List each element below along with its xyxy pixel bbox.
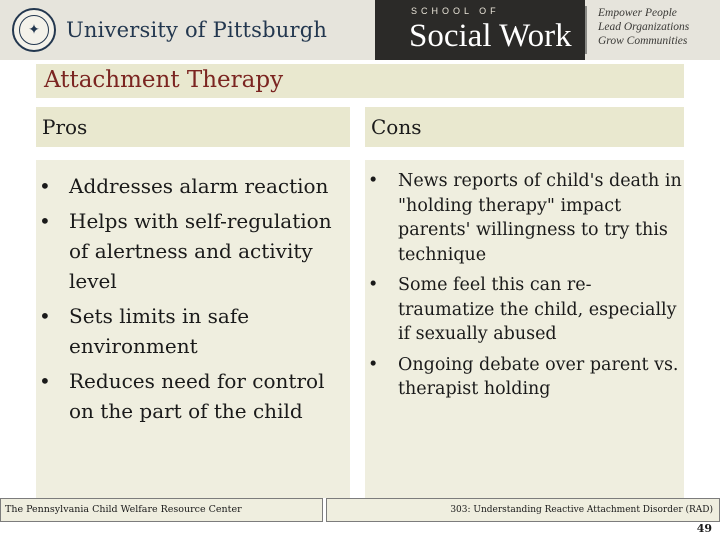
slide-title-bar xyxy=(36,64,684,98)
tagline xyxy=(598,6,718,48)
pros-list-item: • Helps with self-regulation of alertness and activity level xyxy=(36,206,350,296)
pros-panel xyxy=(36,160,350,498)
pros-list-item: • Reduces need for control on the part of the child xyxy=(36,366,350,426)
footer-course-box xyxy=(326,498,720,522)
university-logo xyxy=(0,0,375,60)
cons-heading: Cons xyxy=(371,115,422,139)
tagline-line: Grow Communities xyxy=(598,35,688,47)
slide-title: Attachment Therapy xyxy=(44,67,284,93)
footer-organization-box xyxy=(0,498,323,522)
pros-list xyxy=(36,171,350,431)
footer-course-title: 303: Understanding Reactive Attachment Disorder (RAD) xyxy=(450,505,713,515)
pros-list-item: • Addresses alarm reaction xyxy=(36,171,350,201)
school-of-social-work-logo xyxy=(375,0,585,60)
pros-list-item: • Sets limits in safe environment xyxy=(36,301,350,361)
school-label: SCHOOL OF xyxy=(411,6,500,16)
page-number: 49 xyxy=(696,522,712,535)
cons-list-item: • News reports of child's death in "holding therapy" impact parents' willingness to try this technique xyxy=(365,169,684,267)
cons-list-item: • Some feel this can re-traumatize the child, especially if sexually abused xyxy=(365,273,684,347)
tagline-line: Empower People xyxy=(598,7,677,19)
pros-heading: Pros xyxy=(42,115,88,139)
cons-list-item: • Ongoing debate over parent vs. therapist holding xyxy=(365,353,684,402)
header-banner xyxy=(0,0,720,60)
cons-heading-box xyxy=(365,107,684,147)
logo-divider xyxy=(585,6,587,54)
university-name: University of Pittsburgh xyxy=(66,18,328,42)
seal-emblem-icon: ✦ xyxy=(19,15,49,45)
university-seal-icon xyxy=(12,8,56,52)
pros-heading-box xyxy=(36,107,350,147)
footer-organization: The Pennsylvania Child Welfare Resource Center xyxy=(5,504,242,515)
cons-panel xyxy=(365,160,684,498)
cons-list xyxy=(365,169,684,408)
school-name: Social Work xyxy=(409,18,572,54)
tagline-line: Lead Organizations xyxy=(598,21,690,33)
